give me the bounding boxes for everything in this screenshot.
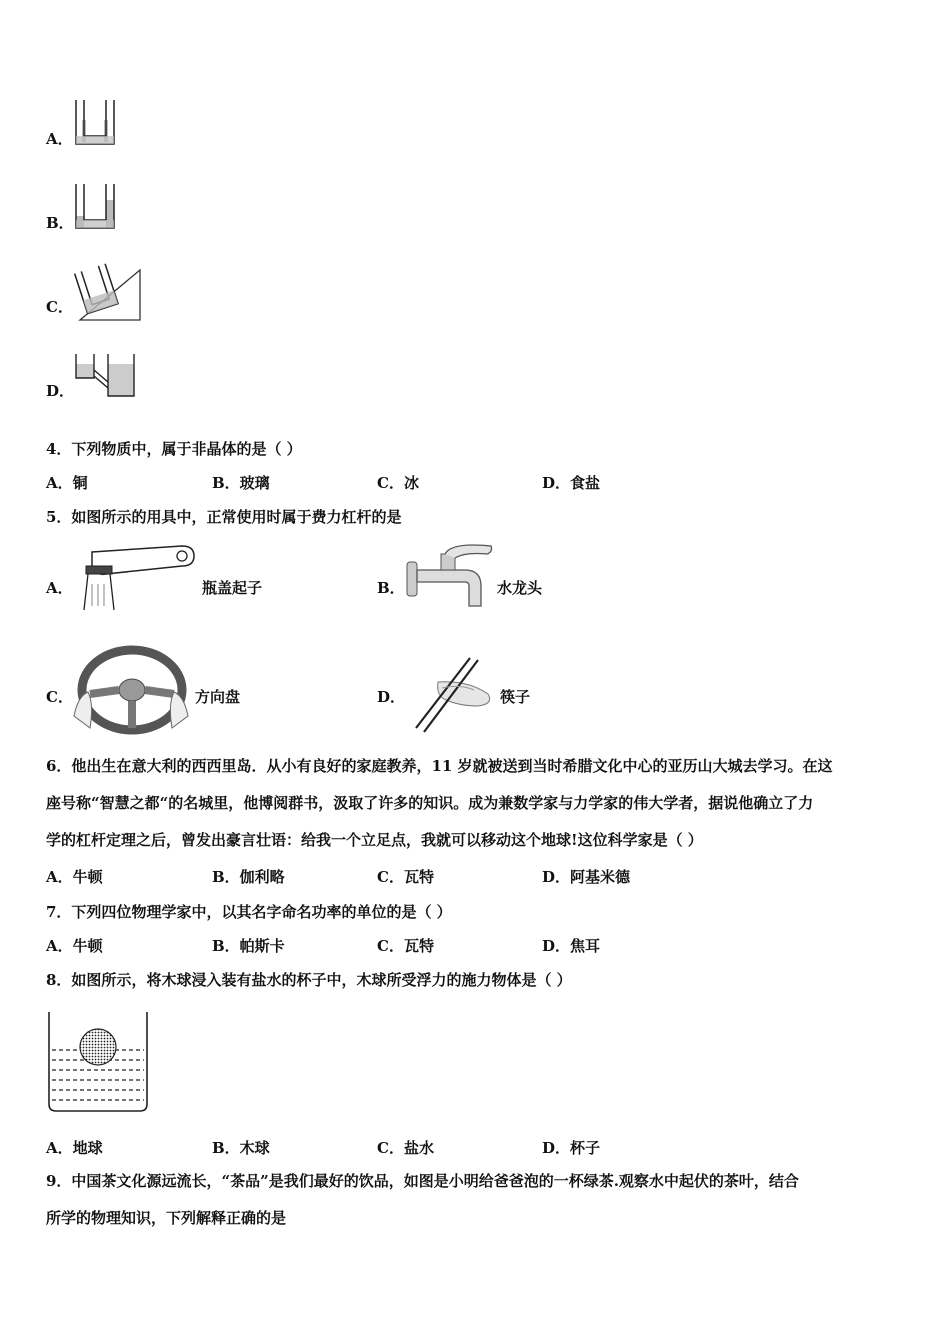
question-6-text — [46, 748, 906, 859]
q5-option-b-caption: 水龙头 — [497, 579, 543, 597]
q6-option-a: A．牛顿 — [46, 868, 103, 886]
steering-wheel-figure — [72, 646, 190, 734]
q5-option-c-label: C． — [46, 688, 73, 706]
u-tube-on-slope-figure — [74, 266, 144, 324]
q6-line-3: 学的杠杆定理之后，曾发出豪言壮语：给我一个立足点，我就可以移动这个地球!这位科学家是（ ） — [46, 831, 703, 849]
q6-option-b: B．伽利略 — [212, 868, 285, 886]
u-tube-figure-b — [74, 182, 122, 234]
connected-containers-figure — [74, 352, 138, 400]
chopsticks-figure — [408, 654, 498, 734]
option-label: C． — [46, 298, 73, 316]
bottle-opener-figure — [78, 544, 196, 614]
q5-option-a-caption: 瓶盖起子 — [202, 579, 263, 597]
q5-option-a-label: A． — [46, 579, 73, 597]
q6-line-1: 6．他出生在意大利的西西里岛．从小有良好的家庭教养，11 岁就被送到当时希腊文化中心的亚历山大城去学习。在这 — [46, 757, 833, 775]
q6-line-2: 座号称“智慧之都“的名城里，他博阅群书，汲取了许多的知识。成为兼数学家与力学家的伟大学者，据说他确立了力 — [46, 794, 814, 812]
q9-line-1: 9．中国茶文化源远流长，“茶品”是我们最好的饮品，如图是小明给爸爸泡的一杯绿茶.观察水中起伏的茶叶，结合 — [46, 1172, 799, 1190]
q7-option-d: D．焦耳 — [542, 937, 601, 955]
q8-option-d: D．杯子 — [542, 1139, 601, 1157]
q7-option-b: B．帕斯卡 — [212, 937, 285, 955]
option-label: A． — [46, 130, 73, 148]
option-label: B． — [46, 214, 74, 232]
q5-option-c-caption: 方向盘 — [195, 688, 241, 706]
q4-option-c: C．冰 — [377, 474, 419, 492]
option-label: D． — [46, 382, 75, 400]
q9-line-2: 所学的物理知识，下列解释正确的是 — [46, 1209, 287, 1227]
q5-option-d-label: D． — [377, 688, 406, 706]
q4-option-b: B．玻璃 — [212, 474, 270, 492]
question-5-text: 5．如图所示的用具中，正常使用时属于费力杠杆的是 — [46, 508, 402, 526]
q4-option-d: D．食盐 — [542, 474, 601, 492]
q7-option-c: C．瓦特 — [377, 937, 434, 955]
water-tap-figure — [405, 540, 495, 616]
q6-option-d: D．阿基米德 — [542, 868, 631, 886]
question-9-text — [46, 1163, 906, 1237]
u-tube-figure-a — [74, 98, 122, 150]
q8-option-a: A．地球 — [46, 1139, 103, 1157]
q8-option-b: B．木球 — [212, 1139, 270, 1157]
question-4-text: 4．下列物质中，属于非晶体的是（ ） — [46, 440, 302, 458]
q5-option-d-caption: 筷子 — [500, 688, 531, 706]
q7-option-a: A．牛顿 — [46, 937, 103, 955]
q8-option-c: C．盐水 — [377, 1139, 434, 1157]
q4-option-a: A．铜 — [46, 474, 88, 492]
question-7-text: 7．下列四位物理学家中，以其名字命名功率的单位的是（ ） — [46, 903, 452, 921]
q5-option-b-label: B． — [377, 579, 405, 597]
question-8-text: 8．如图所示，将木球浸入装有盐水的杯子中，木球所受浮力的施力物体是（ ） — [46, 971, 572, 989]
q6-option-c: C．瓦特 — [377, 868, 434, 886]
wooden-ball-in-salt-water-figure — [46, 1010, 152, 1116]
